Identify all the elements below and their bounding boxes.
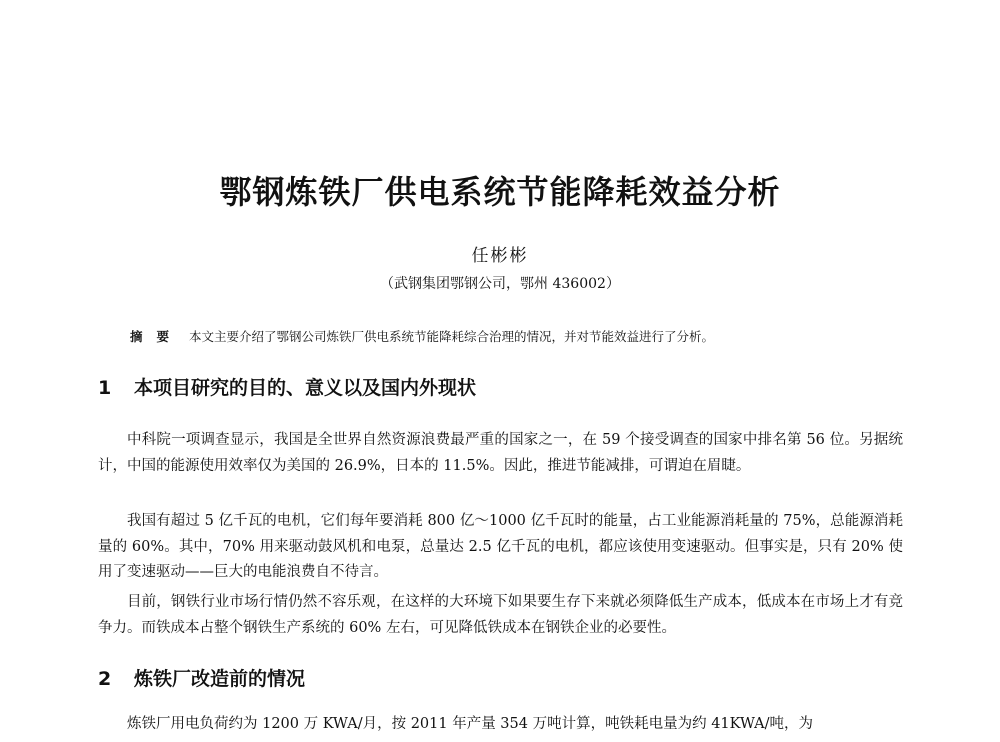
author-affiliation: （武钢集团鄂钢公司，鄂州 436002） bbox=[380, 276, 620, 292]
section-title: 本项目研究的目的、意义以及国内外现状 bbox=[134, 377, 477, 399]
body-paragraph: 我国有超过 5 亿千瓦的电机，它们每年要消耗 800 亿～1000 亿千瓦时的能量，占工业能源消耗量的 75%，总能源消耗量的 60%。其中，70% 用来驱动鼓风机和电泵，总量达 2.5 亿千瓦的电机，都应该使用变速驱动。但事实是，只有 20% 使用了变速驱动——巨大的电能浪费自不待言。 bbox=[98, 513, 903, 580]
abstract bbox=[130, 327, 890, 347]
author-name: 任彬彬 bbox=[471, 246, 529, 266]
body-paragraph: 目前，钢铁行业市场行情仍然不容乐观，在这样的大环境下如果要生存下来就必须降低生产成本，低成本在市场上才有竞争力。而铁成本占整个钢铁生产系统的 60% 左右，可见降低铁成本在钢铁企业的必要性。 bbox=[98, 594, 903, 636]
section-heading-2 bbox=[98, 665, 305, 693]
body-paragraph-cut-off: 炼铁厂用电负荷约为 1200 万 KWA/月，按 2011 年产量 354 万吨计算，吨铁耗电量为约 41KWA/吨，为 bbox=[127, 716, 814, 732]
section-title: 炼铁厂改造前的情况 bbox=[134, 668, 306, 690]
abstract-label: 摘要 bbox=[130, 329, 184, 344]
abstract-text: 本文主要介绍了鄂钢公司炼铁厂供电系统节能降耗综合治理的情况，并对节能效益进行了分析。 bbox=[189, 329, 715, 344]
section-number: 1 bbox=[98, 377, 112, 399]
body-paragraph: 中科院一项调查显示，我国是全世界自然资源浪费最严重的国家之一，在 59 个接受调查的国家中排名第 56 位。另据统计，中国的能源使用效率仅为美国的 26.9%，日本的 11.5%。因此，推进节能减排，可谓迫在眉睫。 bbox=[98, 432, 903, 474]
section-heading-1 bbox=[98, 374, 476, 402]
paper-title: 鄂钢炼铁厂供电系统节能降耗效益分析 bbox=[219, 173, 781, 211]
section-number: 2 bbox=[98, 668, 112, 690]
